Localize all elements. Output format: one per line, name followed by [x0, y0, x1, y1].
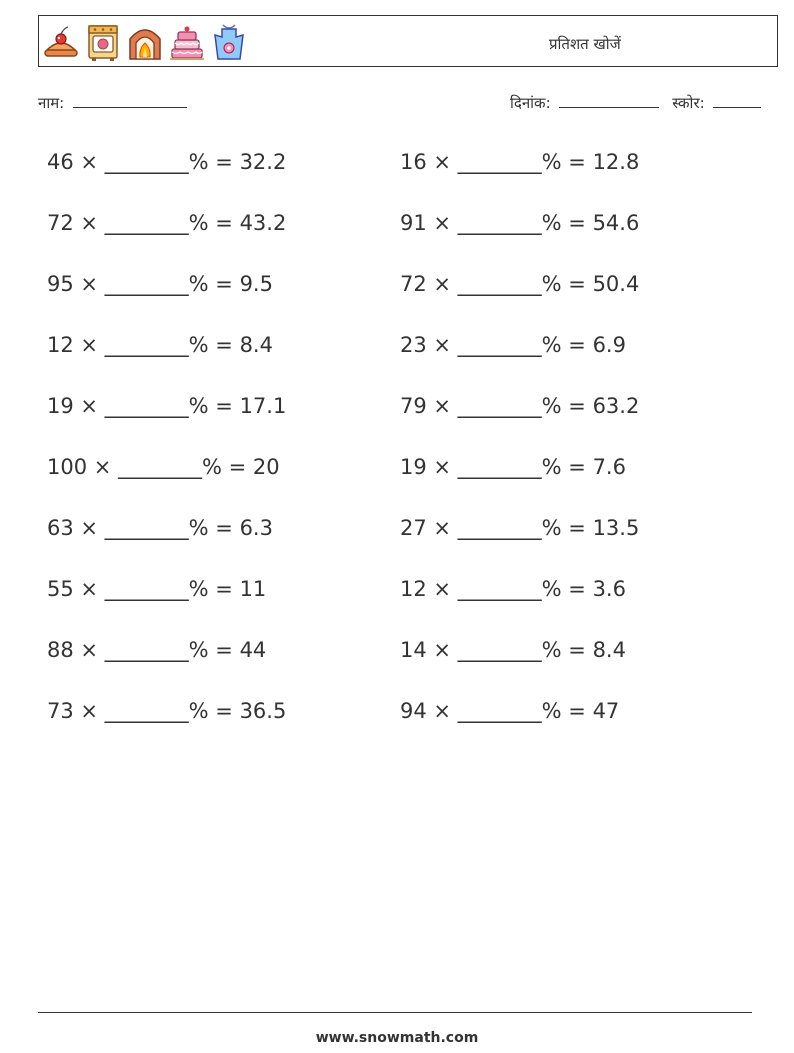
problem-left-8: 55 × ________% = 11 — [47, 577, 267, 601]
score-blank[interactable] — [713, 95, 761, 108]
problem-left-2: 72 × ________% = 43.2 — [47, 211, 287, 235]
problem-right-5: 79 × ________% = 63.2 — [400, 394, 640, 418]
footer-divider — [38, 1012, 752, 1013]
fireplace-icon — [126, 21, 164, 63]
layer-cake-icon — [168, 21, 206, 63]
footer-url[interactable]: www.snowmath.com — [315, 1030, 479, 1046]
problem-left-4: 12 × ________% = 8.4 — [47, 333, 273, 357]
problem-left-9: 88 × ________% = 44 — [47, 638, 267, 662]
problem-left-10: 73 × ________% = 36.5 — [47, 699, 287, 723]
problem-right-7: 27 × ________% = 13.5 — [400, 516, 640, 540]
score-label: स्कोर: — [672, 94, 705, 112]
date-blank[interactable] — [559, 95, 659, 108]
oven-icon — [84, 21, 122, 63]
header-icons — [42, 21, 248, 63]
problem-right-2: 91 × ________% = 54.6 — [400, 211, 640, 235]
problem-right-8: 12 × ________% = 3.6 — [400, 577, 626, 601]
problem-right-3: 72 × ________% = 50.4 — [400, 272, 640, 296]
worksheet-header — [38, 15, 778, 67]
problem-left-5: 19 × ________% = 17.1 — [47, 394, 287, 418]
problem-left-3: 95 × ________% = 9.5 — [47, 272, 273, 296]
date-score-field — [510, 93, 761, 113]
problem-left-6: 100 × ________% = 20 — [47, 455, 280, 479]
worksheet-title: प्रतिशत खोजें — [549, 35, 621, 53]
problem-right-9: 14 × ________% = 8.4 — [400, 638, 626, 662]
problem-right-1: 16 × ________% = 12.8 — [400, 150, 640, 174]
problem-right-6: 19 × ________% = 7.6 — [400, 455, 626, 479]
name-field[interactable] — [38, 93, 187, 113]
problem-right-10: 94 × ________% = 47 — [400, 699, 620, 723]
problem-left-7: 63 × ________% = 6.3 — [47, 516, 273, 540]
name-label: नाम: — [38, 94, 65, 112]
cherry-pie-icon — [42, 21, 80, 63]
apron-icon — [210, 21, 248, 63]
problem-right-4: 23 × ________% = 6.9 — [400, 333, 626, 357]
name-blank[interactable] — [73, 95, 187, 108]
date-label: दिनांक: — [510, 94, 551, 112]
problem-left-1: 46 × ________% = 32.2 — [47, 150, 287, 174]
